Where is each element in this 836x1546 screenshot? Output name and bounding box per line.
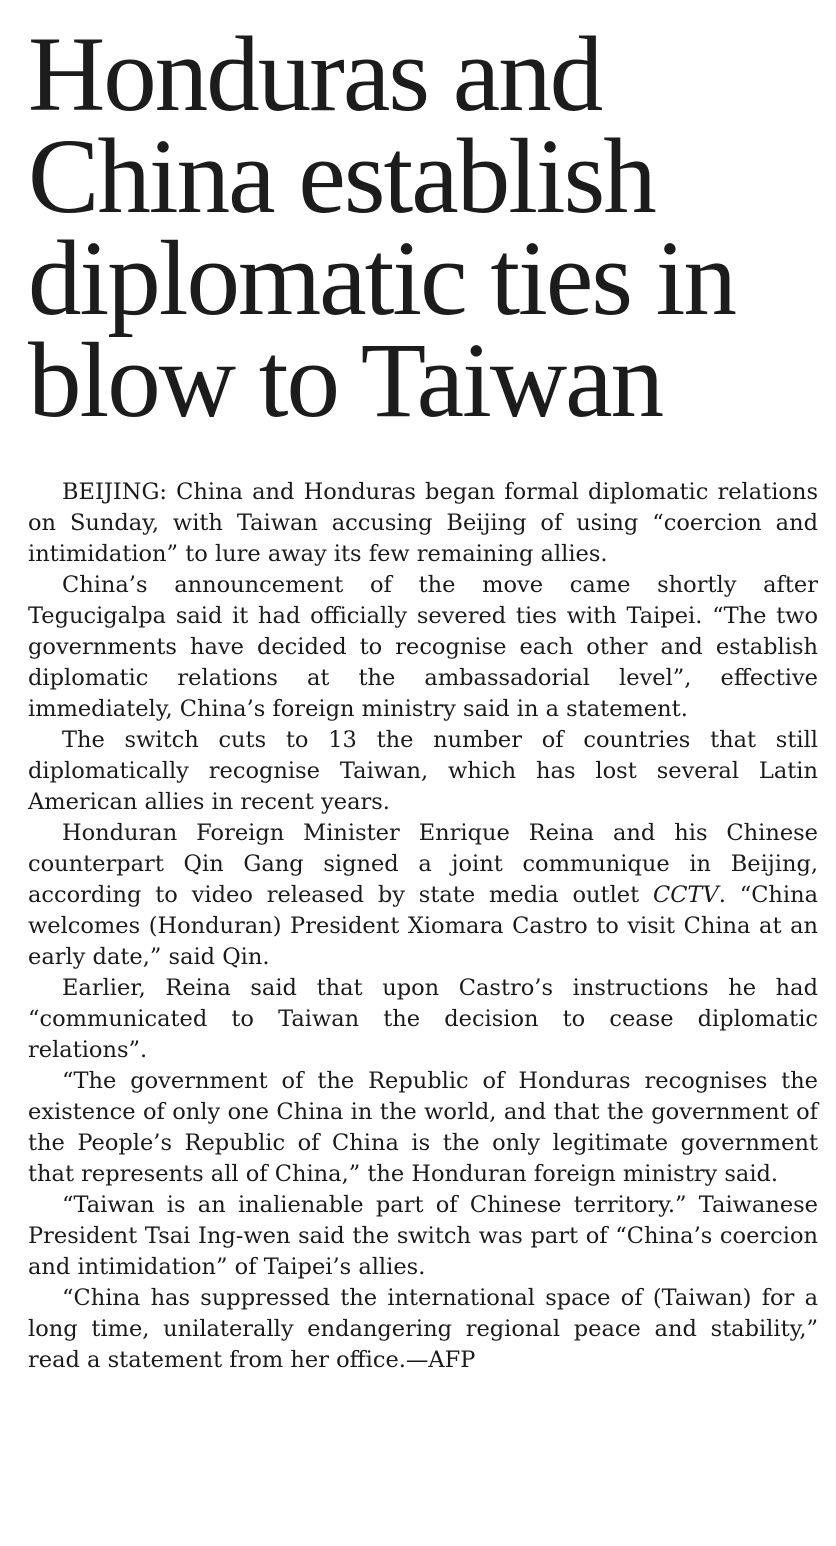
article-body (28, 477, 818, 1376)
paragraph (28, 818, 818, 973)
paragraph: “The government of the Republic of Honduras recognises the existence of only one China in the world, and that the government of the People’s Republic of China is the only legitimate government that represents all of China,” the Honduran foreign ministry said. (28, 1068, 818, 1187)
headline-line: diplomatic ties in (28, 220, 735, 338)
paragraph: Earlier, Reina said that upon Castro’s instructions he had “communicated to Taiwan the decision to cease diplomatic relations”. (28, 975, 818, 1063)
headline-line: China establish (28, 118, 655, 236)
article (28, 0, 818, 1373)
headline-line: blow to Taiwan (28, 322, 663, 440)
headline (28, 0, 818, 440)
paragraph: The switch cuts to 13 the number of countries that still diplomatically recognise Taiwan, which has lost several Latin American allies in recent years. (28, 727, 818, 815)
paragraph: China’s announcement of the move came shortly after Tegucigalpa said it had officially severed ties with Taipei. “The two governments have decided to recognise each other and establish diplomatic relations at the ambassadorial level”, effective immediately, China’s foreign ministry said in a statement. (28, 572, 818, 722)
paragraph-final: “China has suppressed the international space of (Taiwan) for a long time, unilaterally endangering regional peace and stability,” read a statement from her office.—AFP (28, 1285, 818, 1373)
paragraph-text: . “China welcomes (Honduran) President Xiomara Castro to visit China at an early date,” said Qin. (28, 882, 818, 970)
paragraph-text: Honduran Foreign Minister Enrique Reina and his Chinese counterpart Qin Gang signed a joint communique in Beijing, according to video released by state media outlet (28, 820, 818, 908)
headline-line: Honduras and (28, 16, 602, 134)
outlet-name: CCTV (653, 882, 719, 908)
paragraph-dateline: BEIJING: China and Honduras began formal diplomatic relations on Sunday, with Taiwan accusing Beijing of using “coercion and intimidation” to lure away its few remaining allies. (28, 479, 818, 567)
paragraph: “Taiwan is an inalienable part of Chinese territory.” Taiwanese President Tsai Ing-wen said the switch was part of “China’s coercion and intimidation” of Taipei’s allies. (28, 1192, 818, 1280)
